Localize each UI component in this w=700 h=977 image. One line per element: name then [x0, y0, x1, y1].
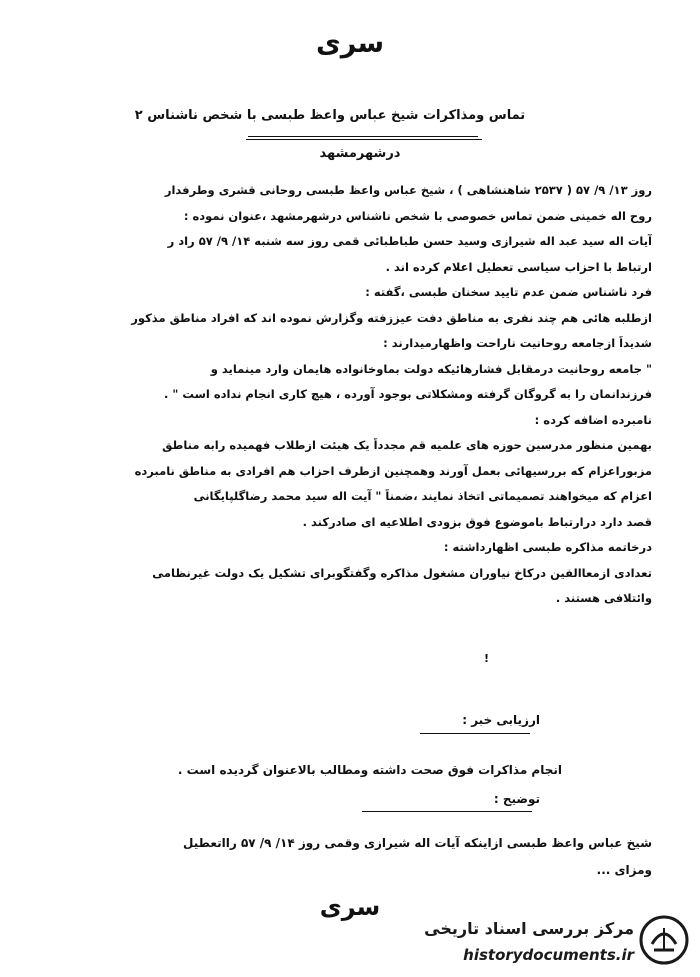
- body-line: ازطلبه هائی هم چند نفری به مناطق دفت عیززفته وگزارش نموده اند که افراد مناطق مذکور: [131, 310, 652, 325]
- document-body: [46, 183, 652, 617]
- archive-seal-icon: [638, 914, 690, 966]
- body-line: وائتلافی هستند .: [555, 591, 652, 605]
- body-line: بهمین منظور مدرسین حوزه های علمیه قم مجدداً یک هیئت ازطلاب فهمیده رابه مناطق: [162, 438, 652, 452]
- body-line: روح اله خمینی ضمن تماس خصوصی با شخص ناشناس درشهرمشهد ،عنوان نموده :: [183, 208, 652, 223]
- classification-bottom: سری: [319, 893, 381, 921]
- note-text-continued: ومزای ...: [596, 863, 652, 877]
- note-text: شیخ عباس واعظ طبسی ازاینکه آیات اله شیرازی وقمی روز ۱۴/ ۹/ ۵۷ رااتعطیل: [183, 836, 652, 850]
- body-line: روز ۱۳/ ۹/ ۵۷ ( ۲۵۳۷ شاهنشاهی ) ، شیخ عباس واعظ طبسی روحانی قشری وطرفدار: [164, 183, 652, 197]
- body-line: شدیداً ازجامعه روحانیت ناراحت واظهارمیدارند :: [383, 336, 652, 350]
- body-line: درخاتمه مذاکره طبسی اظهارداشته :: [443, 540, 652, 554]
- body-line: نامبرده اضافه کرده :: [534, 412, 652, 427]
- body-line: قصد دارد درارتباط باموضوع فوق بزودی اطلاعیه ای صادرکند .: [302, 514, 652, 529]
- body-line: فرزندانمان را به گروگان گرفته ومشکلاتی بوجود آورده ، هیچ کاری انجام نداده است " .: [164, 387, 652, 401]
- watermark-url[interactable]: historydocuments.ir: [463, 946, 634, 964]
- note-underline: [362, 811, 532, 812]
- evaluation-underline: [420, 733, 530, 734]
- body-line: ارتباط با احزاب سیاسی تعطیل اعلام کرده اند .: [385, 259, 652, 274]
- body-line: فرد ناشناس ضمن عدم تایید سخنان طبسی ،گفته :: [365, 285, 652, 299]
- body-line: اعزام که میخواهند تصمیماتی اتخاذ نمایند ،ضمناً " آیت اله سید محمد رضاگلپایگانی: [193, 489, 652, 503]
- margin-mark: !: [484, 652, 490, 665]
- document-subtitle: درشهرمشهد: [319, 146, 401, 161]
- title-underline: [248, 136, 478, 137]
- evaluation-heading: ارزیابی خبر :: [462, 713, 540, 727]
- title-underline-second: [246, 139, 482, 140]
- document-title: تماس ومذاکرات شیخ عباس واعظ طبسی با شخص ناشناس ۲: [134, 108, 526, 123]
- body-line: آیات اله سید عبد اله شیرازی وسید حسن طباطبائی قمی روز سه شنبه ۱۴/ ۹/ ۵۷ راد ر: [167, 234, 652, 248]
- evaluation-text: انجام مذاکرات فوق صحت داشته ومطالب بالاعنوان گردیده است .: [177, 763, 562, 777]
- classification-top: سری: [315, 28, 385, 59]
- body-line: " جامعه روحانیت درمقابل فشارهائیکه دولت بماوخانواده هایمان وارد مینماید و: [210, 361, 652, 376]
- note-heading: توضیح :: [493, 792, 540, 806]
- body-line: تعدادی ازمعاالفین درکاخ نیاوران مشغول مذاکره وگفتگوبرای تشکیل یک دولت غیرنظامی: [152, 565, 652, 580]
- watermark: [417, 912, 692, 970]
- body-line: مزبوراعزام که بررسیهائی بعمل آورند وهمچنین ازطرف احزاب هم افرادی به مناطق نامبرده: [134, 463, 652, 478]
- watermark-title: مرکز بررسی اسناد تاریخی: [424, 919, 634, 938]
